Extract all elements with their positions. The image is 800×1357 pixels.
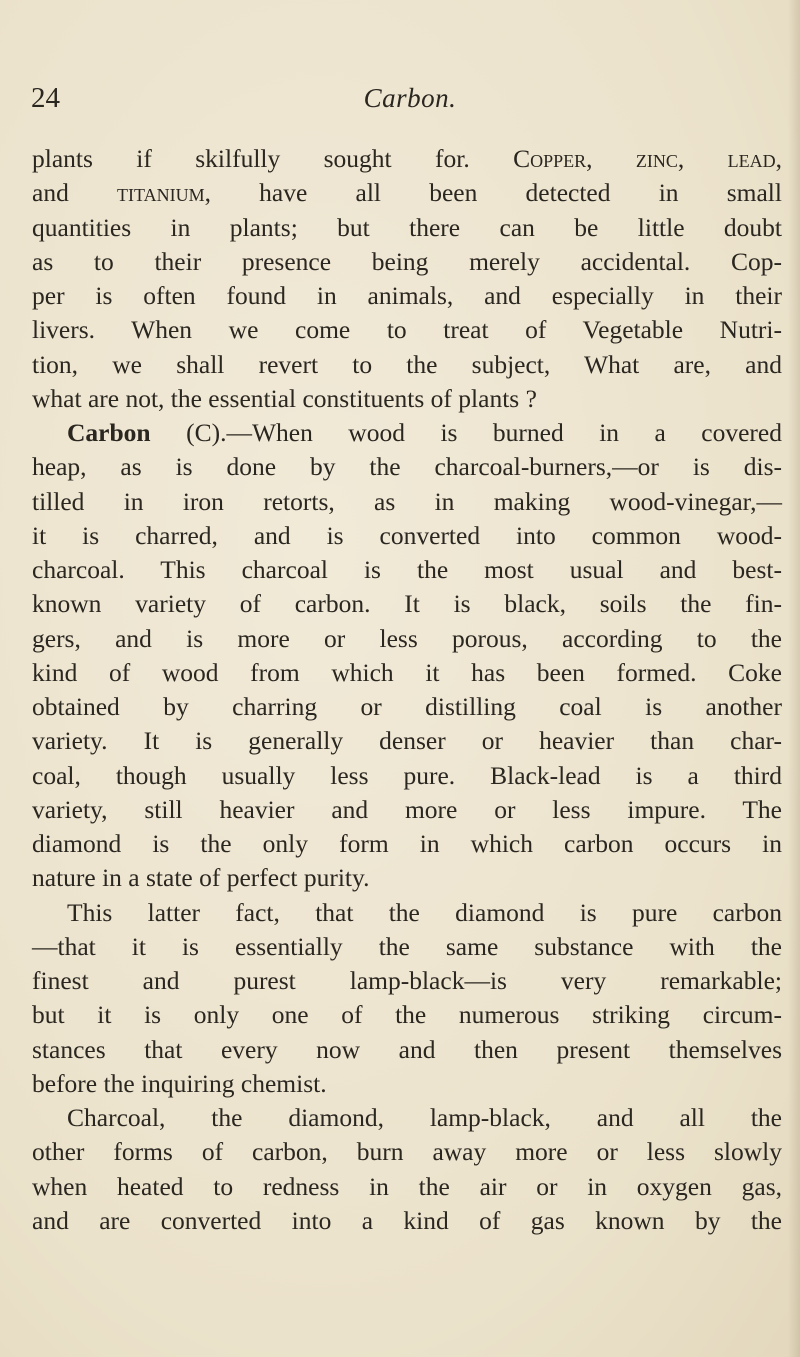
text-line: it is charred, and is converted into common wood- (32, 520, 782, 550)
text-line: This latter fact, that the diamond is pure carbon (67, 897, 782, 927)
page-header (0, 78, 800, 118)
running-head: Carbon. (363, 83, 457, 113)
text-line: finest and purest lamp-black—is very remarkable; (32, 966, 782, 995)
text-line: obtained by charring or distilling coal is another (32, 692, 782, 721)
text-line: and titanium, have all been detected in small (32, 178, 782, 208)
text-line: stances that every now and then present themselves (32, 1034, 782, 1064)
text-line: but it is only one of the numerous striking circum- (32, 1000, 782, 1030)
text-line: livers. When we come to treat of Vegetable Nutri- (32, 315, 782, 345)
section-heading-line: Carbon (C).—When wood is burned in a covered (67, 418, 782, 447)
text-line: heap, as is done by the charcoal-burners,—or is dis- (32, 452, 782, 482)
text-line: coal, though usually less pure. Black-lead is a third (32, 760, 782, 790)
text-line: and are converted into a kind of gas known by the (32, 1205, 782, 1235)
text-line: nature in a state of perfect purity. (32, 863, 370, 893)
text-line: known variety of carbon. It is black, soils the fin- (32, 589, 782, 619)
text-line: what are not, the essential constituents of plants ? (32, 383, 537, 413)
text-line: variety. It is generally denser or heavier than char- (32, 726, 782, 756)
body-text (32, 142, 782, 1238)
text-line: other forms of carbon, burn away more or less slowly (32, 1137, 782, 1167)
text-line: diamond is the only form in which carbon occurs in (32, 829, 782, 858)
text-line: plants if skilfully sought for. Copper, zinc, lead, (32, 144, 783, 173)
text-line: tilled in iron retorts, as in making wood-vinegar,— (32, 486, 782, 516)
text-line: charcoal. This charcoal is the most usual and best- (32, 555, 782, 584)
page-number: 24 (31, 82, 60, 114)
text-line: as to their presence being merely accidental. Cop- (32, 246, 782, 276)
text-line: before the inquiring chemist. (32, 1068, 327, 1098)
section-heading: Carbon (67, 418, 151, 447)
page-edge-shadow (788, 0, 800, 1357)
text-line: when heated to redness in the air or in oxygen gas, (32, 1171, 782, 1201)
text-line: kind of wood from which it has been formed. Coke (32, 657, 782, 687)
text-line: Charcoal, the diamond, lamp-black, and all the (67, 1103, 782, 1132)
text-line: gers, and is more or less porous, according to the (32, 623, 782, 653)
text-line: variety, still heavier and more or less impure. The (32, 794, 782, 824)
text-line: —that it is essentially the same substance with the (32, 931, 782, 961)
text-line: tion, we shall revert to the subject, What are, and (32, 349, 782, 379)
text-line: per is often found in animals, and especially in their (32, 281, 782, 310)
text-line: quantities in plants; but there can be little doubt (32, 212, 782, 242)
